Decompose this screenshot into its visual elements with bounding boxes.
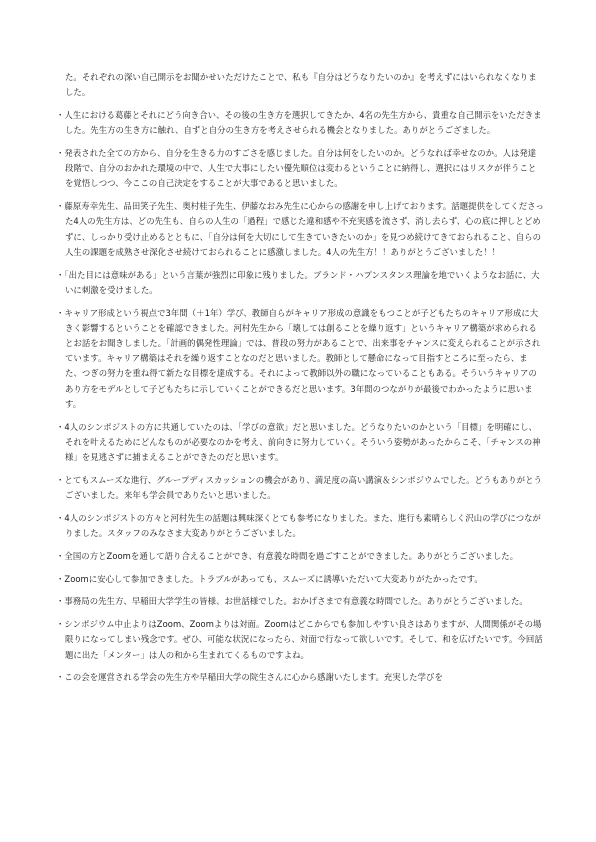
comment-text: た。それぞれの深い自己開示をお聞かせいただけたことで、私も『自分はどうなりたいのか』を考えずにはいられなくなりました。 — [65, 72, 537, 98]
comment-item — [56, 511, 544, 541]
comment-text: ・全国の方とZoomを通して語り合えることができ、有意義な時間を過ごすことができました。ありがとうございました。 — [56, 550, 519, 561]
comment-text: ・4人のシンポジストの方々と河村先生の話題は興味深くとても参考になりました。また、進行も素晴らしく沢山の学びにつながりました。スタッフのみなさま大変ありがとうございました。 — [56, 512, 541, 539]
comment-item — [56, 473, 544, 503]
comment-item — [56, 199, 544, 260]
comment-item — [56, 146, 544, 192]
comment-item — [56, 108, 544, 138]
comment-text: ・事務局の先生方、早稲田大学学生の皆様、お世話様でした。おかげさまで有意義な時間でした。ありがとうございました。 — [56, 596, 528, 607]
comment-text: ・この会を運営される学会の先生方や早稲田大学の院生さんに心から感謝いたします。充実した学びを — [56, 672, 443, 683]
comment-item — [56, 670, 544, 685]
comment-item — [56, 306, 544, 412]
comment-text: ・とてもスムーズな進行、グループディスカッションの機会があり、満足度の高い講演＆シンポジウムでした。どうもありがとうございました。来年も学会員でありたいと思いました。 — [56, 474, 542, 501]
comment-text: ・4人のシンポジストの方に共通していたのは、「学びの意欲」だと思いました。どうなりたいのかという「目標」を明確にし、それを叶えるためにどんなものが必要なのかを考え、前向きに努力していく。そういう姿勢があったからこそ、「チャンスの神様」を見逃さずに捕まえることができたのだと思います。 — [56, 421, 541, 463]
comment-text: ・藤原寿幸先生、品田笑子先生、奥村桂子先生、伊藤なおみ先生に心からの感謝を申し上げております。話題提供をしてくださった4人の先生方は、どの先生も、自らの人生の「過程」で感じた違和感や不充実感を流さず、消し去らず、心の底に押しとどめずに、しっかり受け止めるとともに、「自分は何を大切にして生きていきたいのか」を見つめ続けてきておられること、自らの人生の課題を成熟させ深化させ続けておられることに感激しました。4人の先生方！！ありがとうございました！！ — [56, 201, 544, 257]
comment-item — [56, 268, 544, 298]
comment-text: ・人生における葛藤とそれにどう向き合い、その後の生き方を選択してきたか、4名の先生方から、貴重な自己開示をいただきました。先生方の生き方に触れ、自ずと自分の生き方を考えさせられる機会となりました。ありがとうござました。 — [56, 110, 542, 136]
comment-item — [56, 549, 544, 564]
comment-text: ・発表された全ての方から、自分を生きる力のすごさを感じました。自分は何をしたいのか。どうなれば幸せなのか。人は発達段階で、自分のおかれた環境の中で、人生で大事にしたい優先順位は変わるということに納得し、選択にはリスクが伴うことを覚悟しつつ、今ここの自己決定をすることが大事であると思いました。 — [56, 148, 537, 189]
comment-item — [56, 420, 544, 466]
comment-item — [56, 70, 544, 100]
comment-item — [56, 594, 544, 609]
comment-item — [56, 572, 544, 587]
comment-item — [56, 617, 544, 663]
comment-text: ・キャリア形成という視点で3年間（＋1年）学び、教師自らがキャリア形成の意識をもつことが子どもたちのキャリア形成に大きく影響するということを確認できました。河村先生から「壊しては創ることを繰り返す」というキャリア構築が求められるとお話をお聞きしました。「計画的偶発性理論」では、普段の努力があることで、出来事をチャンスに変えられることが示されています。キャリア構築はそれを繰り返すことなのだと思いました。教師として懸命になって目指すところに至ったら、また、つぎの努力を重ね得て新たな目標を達成する。それによって教師以外の職になっていることもある。そういうキャリアのあり方をモデルとして子どもたちに示していくことができるだと思います。3年間のつながりが最後でわかったように思います。 — [56, 307, 541, 409]
comment-text: ・Zoomに安心して参加できました。トラブルがあっても、スムーズに誘導いただいて大変ありがたかったです。 — [56, 573, 483, 584]
comment-text: ・「出た目には意味がある」という言葉が強烈に印象に残りました。ブランド・ハプンスタンス理論を地でいくようなお話に、大いに刺激を受けました。 — [56, 269, 540, 295]
comment-text: ・シンポジウム中止よりはZoom、Zoomよりは対面。Zoomはどこからでも参加しやすい良さはありますが、人間関係がその場限りになってしまい残念です。ぜひ、可能な状況になったら、対面で行なって欲しいです。そして、和を広げたいです。今回話題に出た「メンター」は人の和から生まれてくるものですよね。 — [56, 619, 543, 660]
